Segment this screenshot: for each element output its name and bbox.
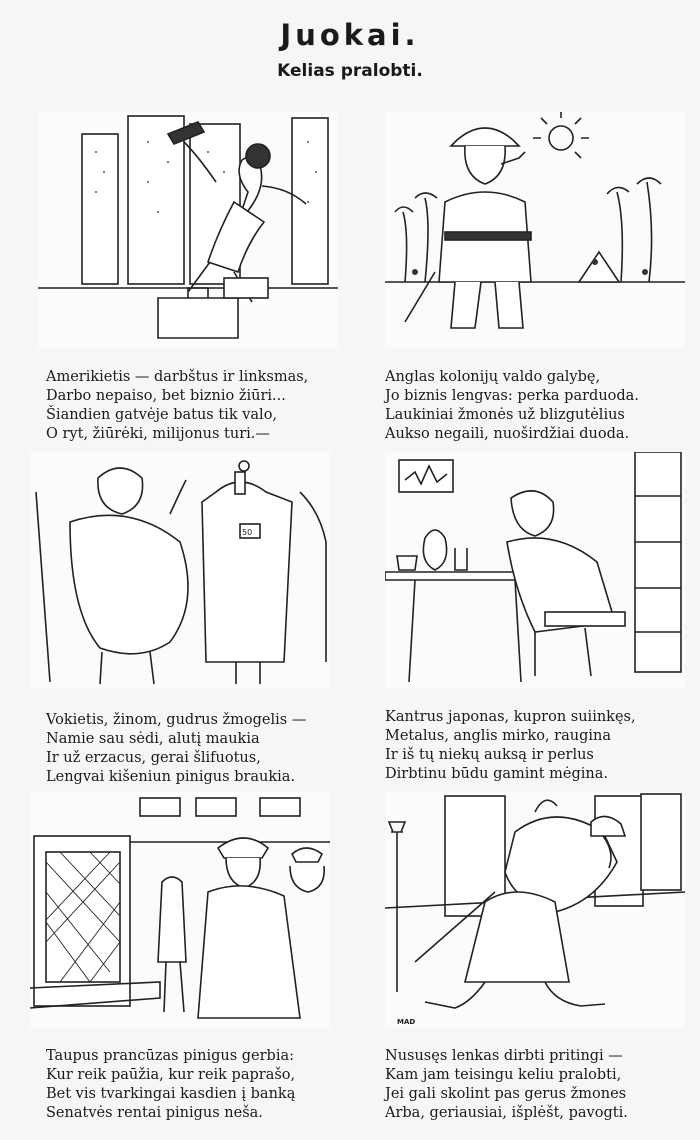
cartoon-frenchman-at-bank [30, 792, 330, 1028]
artist-signature: MAD [397, 1018, 416, 1026]
verse-line: Aukso negaili, nuoširdžiai duoda. [385, 426, 630, 442]
illustration-pole [385, 792, 685, 1028]
verse-line: Jo biznis lengvas: perka parduoda. [385, 388, 639, 404]
verse-frenchman [46, 1047, 356, 1123]
verse-line: Ir už erzacus, gerai šlifuotus, [46, 750, 261, 766]
verse-line: Kam jam teisingu keliu pralobti, [385, 1067, 622, 1083]
cartoon-japanese-chemist [385, 452, 685, 688]
verse-line: Dirbtinu būdu gamint mėgina. [385, 766, 609, 782]
verse-englishman [385, 368, 695, 444]
verse-line: Jei gali skolint pas gerus žmones [385, 1086, 627, 1102]
cartoon-german-businessman [30, 452, 330, 688]
illustration-englishman [385, 112, 685, 348]
verse-line: Anglas kolonijų valdo galybę, [385, 369, 601, 385]
verse-line: O ryt, žiūrėki, milijonus turi.— [46, 426, 270, 442]
verse-japanese [385, 708, 695, 784]
verse-line: Arba, geriausiai, išplėšt, pavogti. [385, 1105, 628, 1121]
illustration-japanese [385, 452, 685, 688]
cartoon-englishman-colonist [385, 112, 685, 348]
verse-line: Ir iš tų niekų auksą ir perlus [385, 747, 594, 763]
cartoon-american-shoeshiner [38, 112, 338, 348]
page-subtitle: Kelias pralobti. [277, 61, 423, 81]
verse-line: Vokietis, žinom, gudrus žmogelis — [46, 712, 307, 728]
verse-american [46, 368, 356, 444]
cartoon-pole-thief [385, 792, 685, 1028]
verse-line: Senatvės rentai pinigus neša. [46, 1105, 263, 1121]
verse-line: Šiandien gatvėje batus tik valo, [46, 407, 278, 423]
verse-line: Lengvai kišeniun pinigus braukia. [46, 769, 296, 785]
verse-line: Laukiniai žmonės už blizgutėlius [385, 407, 625, 423]
verse-line: Amerikietis — darbštus ir linksmas, [46, 369, 309, 385]
verse-line: Nususęs lenkas dirbti pritingi — [385, 1048, 623, 1064]
verse-line: Taupus prancūzas pinigus gerbia: [46, 1048, 295, 1064]
illustration-frenchman [30, 792, 330, 1028]
verse-line: Darbo nepaiso, bet biznio žiūri... [46, 388, 286, 404]
verse-line: Kur reik paūžia, kur reik paprašo, [46, 1067, 296, 1083]
verse-german [46, 711, 356, 787]
verse-line: Kantrus japonas, kupron suiinkęs, [385, 709, 636, 725]
coat-tag-label: 50 [242, 528, 253, 537]
verse-line: Bet vis tvarkingai kasdien į banką [46, 1086, 296, 1102]
verse-line: Metalus, anglis mirko, raugina [385, 728, 611, 744]
verse-pole [385, 1047, 695, 1123]
page-title: Juokai. [280, 18, 420, 52]
illustration-american [38, 112, 338, 348]
verse-line: Namie sau sėdi, alutį maukia [46, 731, 260, 747]
illustration-german [30, 452, 330, 688]
